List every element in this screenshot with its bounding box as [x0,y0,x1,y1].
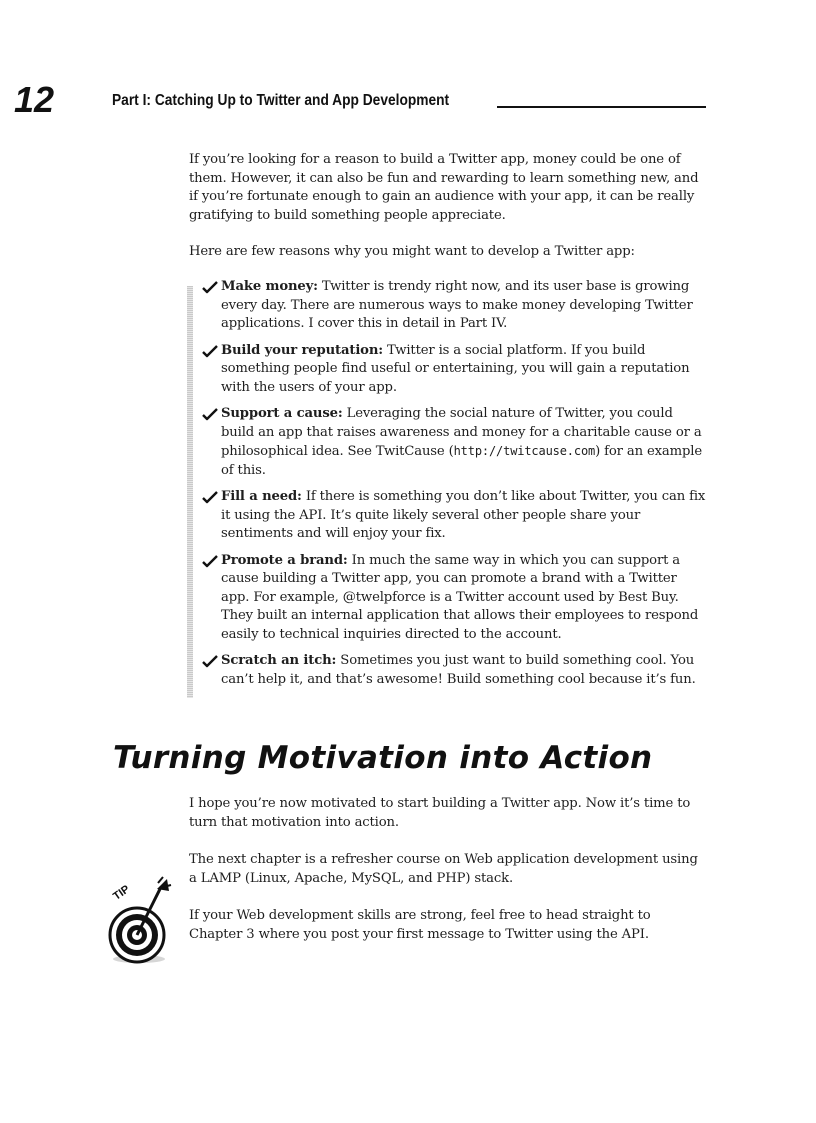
check-mark-icon [202,491,218,504]
intro-paragraph-text: If you’re looking for a reason to build a Twitter app, money could be one of them. However, it can also be fun and rewarding to learn something new, and if you’re fortunate enough to gain an audience with your app, it can be really gratifying to build something people appreciate. [189,152,699,223]
list-item [187,488,707,544]
running-head: Part I: Catching Up to Twitter and App Development [112,92,450,109]
check-mark-icon [202,345,218,358]
check-mark-icon [202,655,218,668]
list-item [187,652,707,689]
list-item [187,278,707,334]
list-item [187,405,707,480]
check-mark-icon [202,281,218,294]
list-item-text: If there is something you don’t like about Twitter, you can fix it using the API. It’s quite likely several other people share your sentiments and will enjoy your fix. [221,489,706,541]
tip-label: TIP [111,883,133,903]
reasons-lead-in [189,243,704,262]
header-rule [497,106,706,108]
section-paragraph [189,795,704,832]
list-item [187,552,707,645]
section-heading: Turning Motivation into Action [113,740,653,776]
tip-paragraph-text: If your Web development skills are strong, feel free to head straight to Chapter 3 where you post your first message to Twitter using the API. [189,908,651,942]
twitcause-link[interactable]: http://twitcause.com [453,444,596,458]
list-item-title: Make money: [221,279,318,294]
section-paragraph-text: The next chapter is a refresher course on Web application development using a LAMP (Linux, Apache, MySQL, and PHP) stack. [189,852,698,886]
list-item-text: Sometimes you just want to build something cool. You can’t help it, and that’s awesome! Build something cool because it’s fun. [221,653,696,687]
list-item-text: Leveraging the social nature of Twitter, you could build an app that raises awareness and money for a charitable cause or a philosophical idea. See TwitCause ( [221,406,702,459]
tip-paragraph [189,907,704,944]
list-item [187,342,707,398]
section-paragraph [189,851,704,888]
list-item-title: Support a cause: [221,406,343,421]
page-number: 12 [14,79,55,120]
check-mark-icon [202,408,218,421]
list-item-text: Twitter is a social platform. If you build something people find useful or entertaining, you will gain a reputation with the users of your app. [221,342,690,395]
reasons-lead-in-text: Here are few reasons why you might want to develop a Twitter app: [189,244,635,259]
section-paragraph-text: I hope you’re now motivated to start building a Twitter app. Now it’s time to turn that motivation into action. [189,796,691,830]
list-item-text: In much the same way in which you can support a cause building a Twitter app, you can promote a brand with a Twitter app. For example, @twelpforce is a Twitter account used by Best Buy. They built an internal application that allows their employees to respond easily to technical inquiries directed to the account. [221,552,699,642]
reasons-list [187,278,707,697]
list-item-title: Fill a need: [221,489,302,504]
list-item-title: Promote a brand: [221,552,348,568]
intro-paragraph [189,151,704,225]
list-item-text-after: ) for an example of this. [221,444,702,478]
tip-target-icon [103,875,175,965]
page-header [0,80,816,120]
list-item-title: Build your reputation: [221,342,383,358]
list-item-title: Scratch an itch: [221,653,337,668]
list-item-text: Twitter is trendy right now, and its user base is growing every day. There are numerous ways to make money developing Twitter applications. I cover this in detail in Part IV. [221,279,693,331]
check-mark-icon [202,555,218,568]
target-icon [103,875,175,965]
